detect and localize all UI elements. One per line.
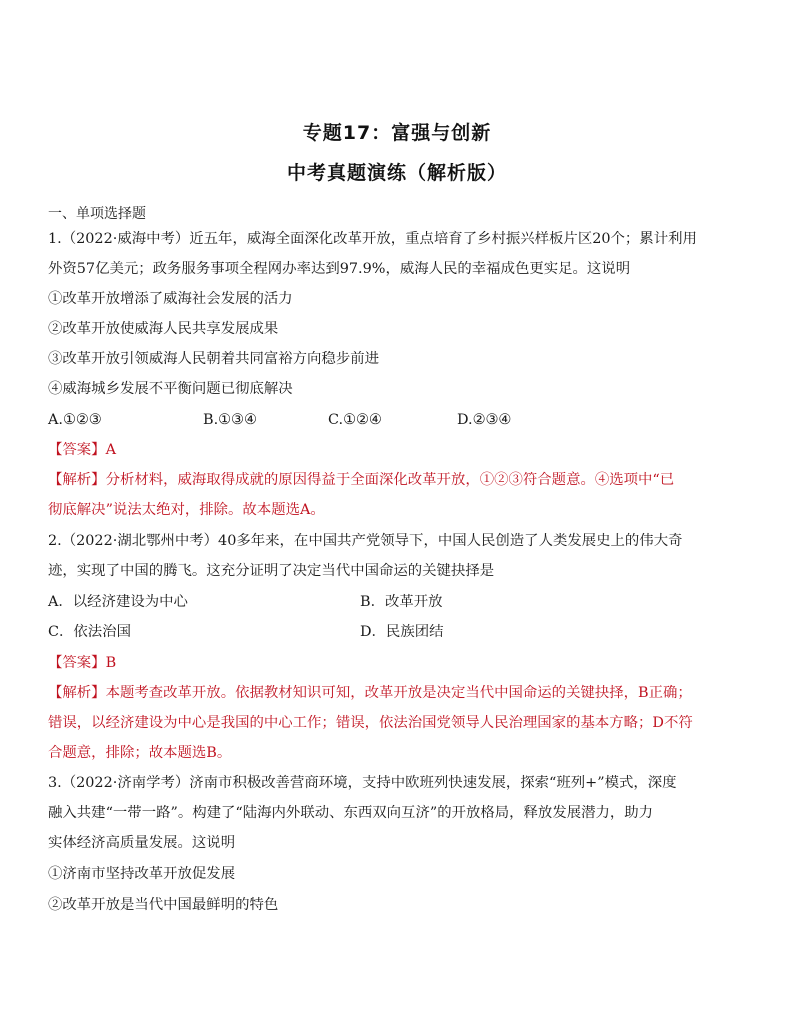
q1-stem-line-2: 外资57亿美元；政务服务事项全程网办率达到97.9%，威海人民的幸福成色更实足。这说明 (48, 261, 631, 277)
q3-stem-line-3: 实体经济高质量发展。这说明 (48, 835, 236, 851)
q1-option-a: A.①②③ (48, 412, 102, 428)
q1-option-b: B.①③④ (203, 412, 257, 428)
q3-stem-line-1: 3.（2022·济南学考）济南市积极改善营商环境，支持中欧班列快速发展，探索“班列+”模式，深度 (48, 775, 677, 791)
q1-statement-2: ②改革开放使威海人民共享发展成果 (48, 321, 279, 337)
q1-analysis-line-1: 【解析】分析材料，威海取得成就的原因得益于全面深化改革开放，①②③符合题意。④选项中“已 (48, 472, 675, 488)
page-subtitle: 中考真题演练（解析版） (286, 162, 507, 184)
q2-stem-line-1: 2.（2022·湖北鄂州中考）40多年来，在中国共产党领导下，中国人民创造了人类发展史上的伟大奇 (48, 533, 683, 549)
q3-stem-line-2: 融入共建“一带一路”。构建了“陆海内外联动、东西双向互济”的开放格局，释放发展潜力，助力 (48, 805, 654, 821)
q2-option-d: D．民族团结 (360, 624, 444, 640)
q1-stem-line-1: 1.（2022·威海中考）近五年，威海全面深化改革开放，重点培育了乡村振兴样板片区20个；累计利用 (48, 231, 697, 247)
q3-statement-2: ②改革开放是当代中国最鲜明的特色 (48, 897, 279, 913)
q1-option-d: D.②③④ (457, 412, 512, 428)
q1-analysis-line-2: 彻底解决”说法太绝对，排除。故本题选A。 (48, 502, 325, 518)
page-title: 专题17：富强与创新 (302, 122, 492, 144)
q2-answer: 【答案】B (48, 655, 117, 671)
section-heading: 一、单项选择题 (48, 206, 146, 222)
q1-statement-1: ①改革开放增添了威海社会发展的活力 (48, 291, 293, 307)
q2-analysis-line-2: 错误，以经济建设为中心是我国的中心工作；错误，依法治国党领导人民治理国家的基本方略；D不符 (48, 715, 693, 731)
q2-analysis-line-1: 【解析】本题考查改革开放。依据教材知识可知，改革开放是决定当代中国命运的关键抉择，B正确； (48, 685, 692, 701)
q2-option-c: C．依法治国 (48, 624, 131, 640)
q2-option-b: B．改革开放 (360, 594, 443, 610)
q1-statement-3: ③改革开放引领威海人民朝着共同富裕方向稳步前进 (48, 351, 379, 367)
q1-option-c: C.①②④ (328, 412, 382, 428)
q2-option-a: A．以经济建设为中心 (48, 594, 188, 610)
q2-analysis-line-3: 合题意，排除；故本题选B。 (48, 745, 232, 761)
q3-statement-1: ①济南市坚持改革开放促发展 (48, 866, 236, 882)
q1-statement-4: ④威海城乡发展不平衡问题已彻底解决 (48, 381, 293, 397)
q1-answer: 【答案】A (48, 442, 116, 458)
q2-stem-line-2: 迹，实现了中国的腾飞。这充分证明了决定当代中国命运的关键抉择是 (48, 563, 495, 579)
